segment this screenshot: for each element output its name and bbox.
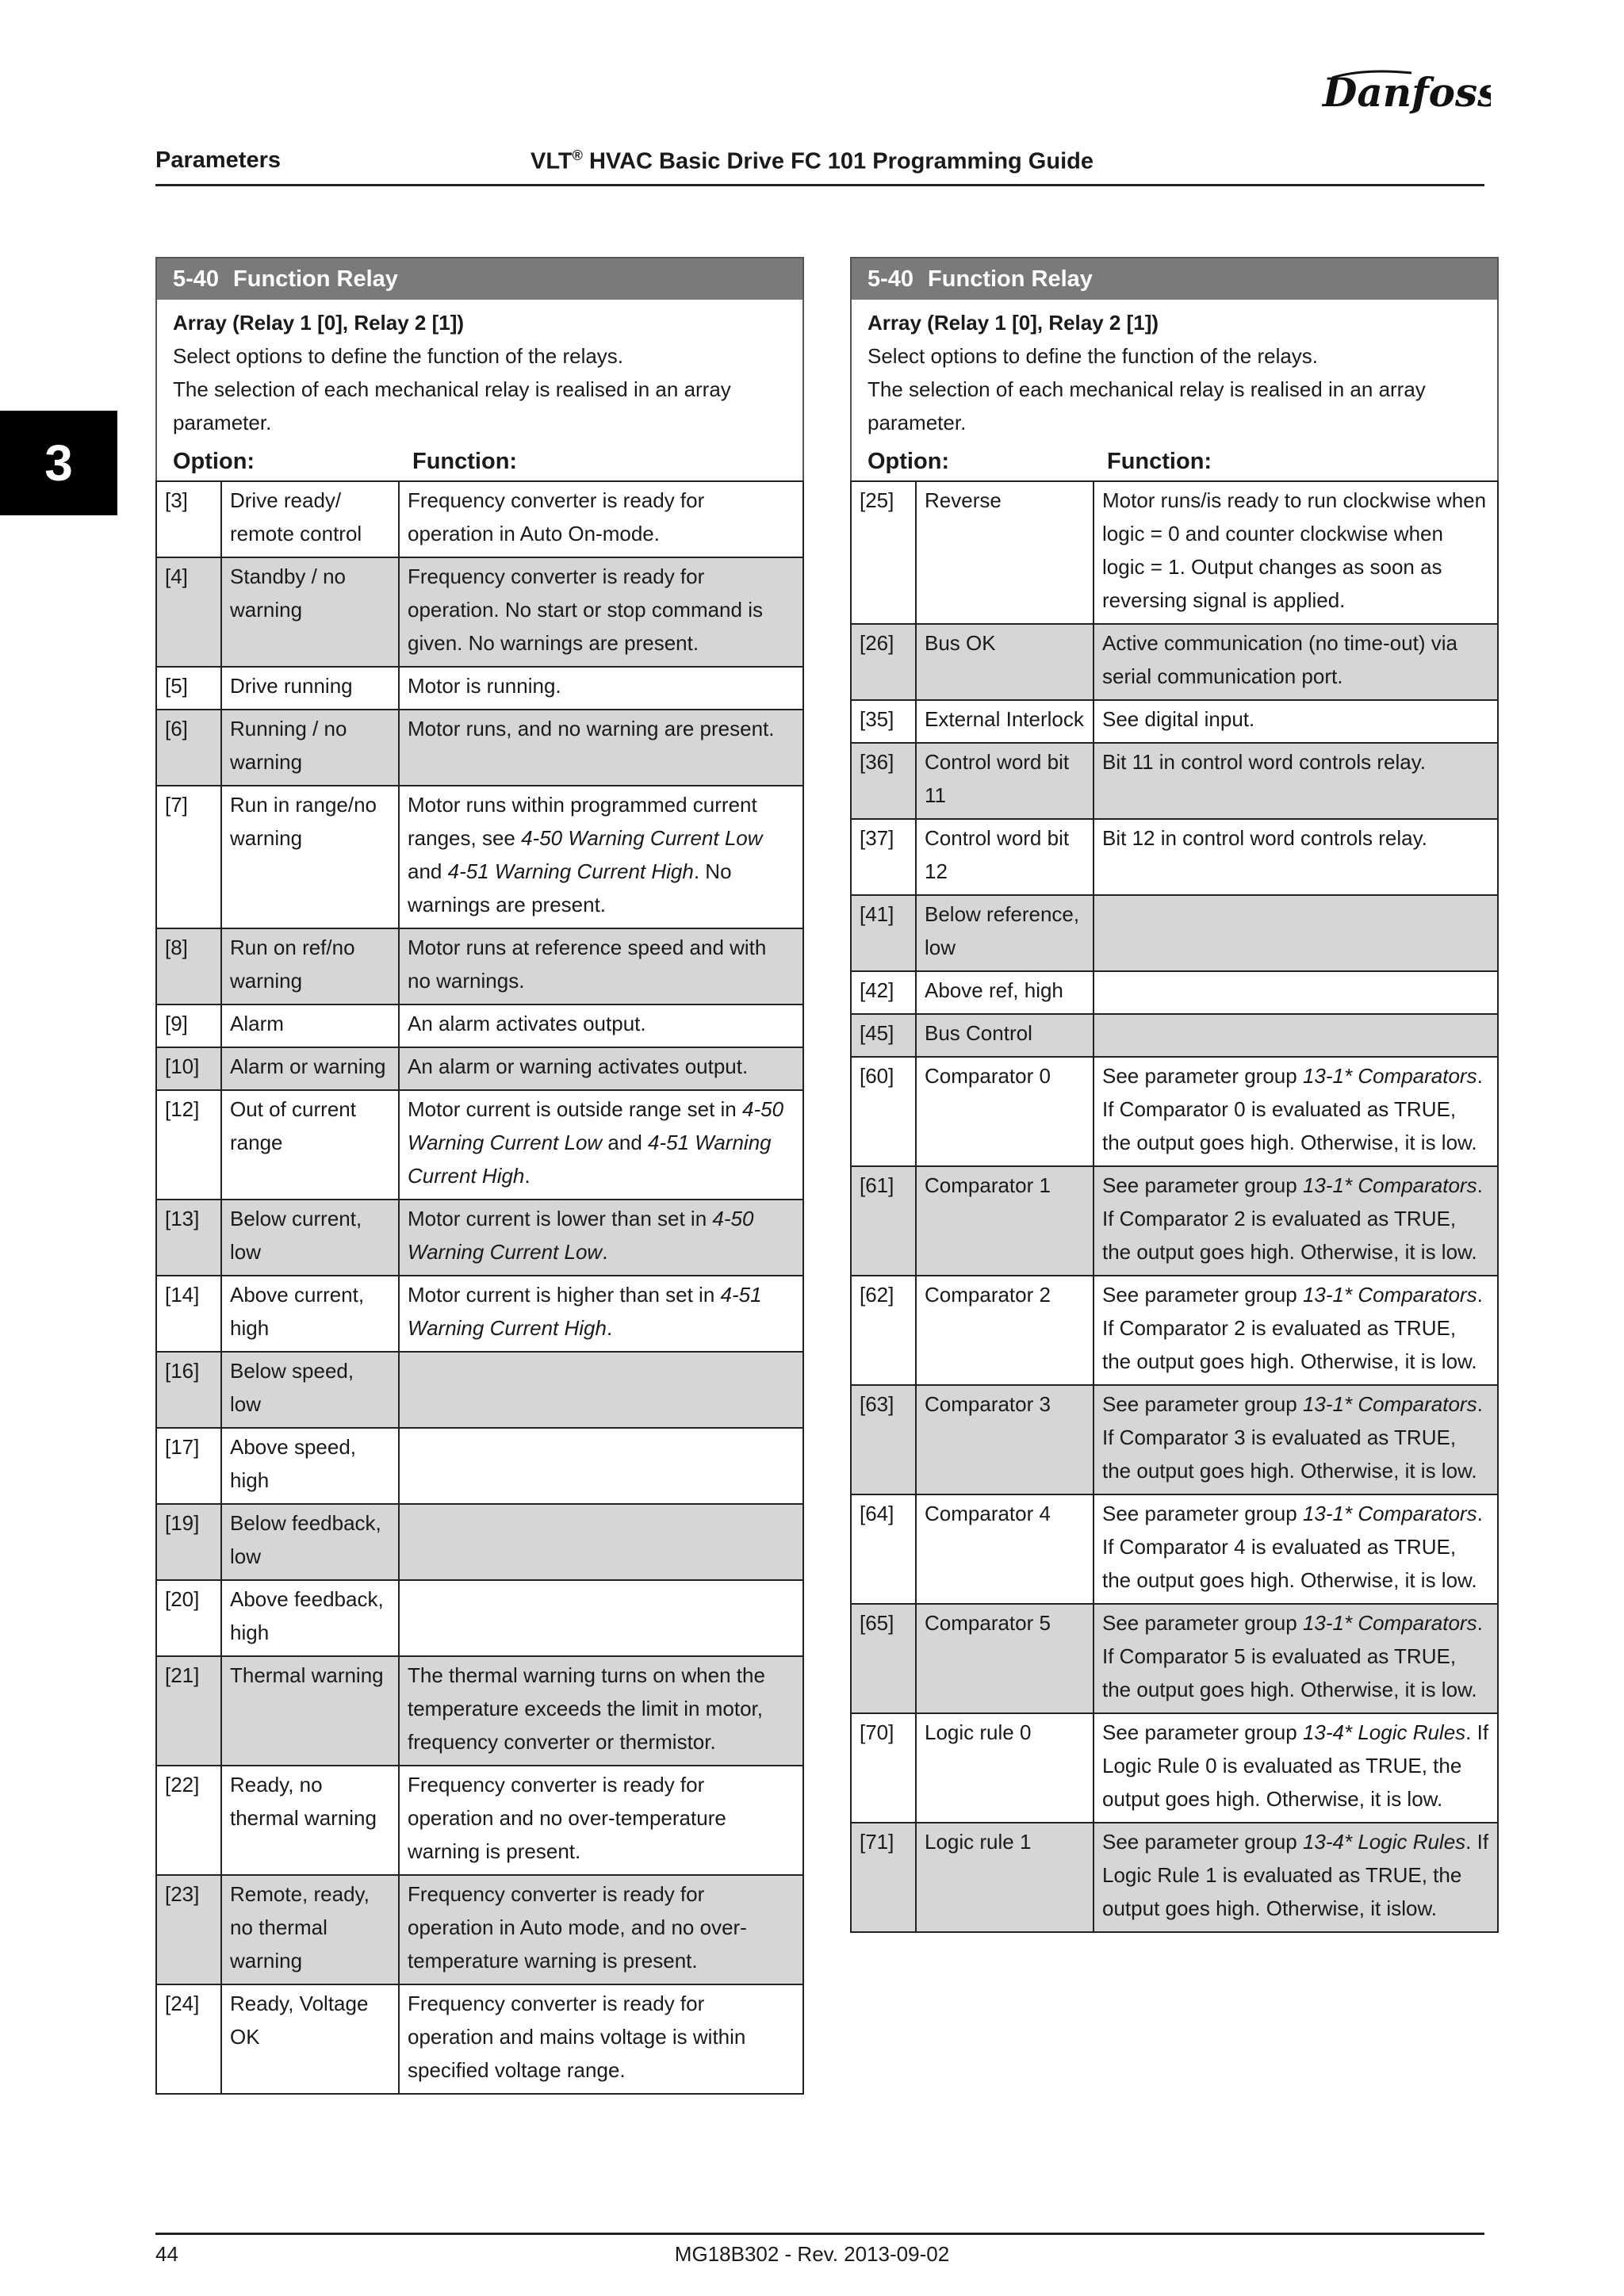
option-name: Below speed, low [221, 1352, 399, 1428]
option-name: Above feedback, high [221, 1580, 399, 1656]
option-name: Logic rule 0 [916, 1713, 1094, 1823]
option-name: Reverse [916, 481, 1094, 624]
table-row [851, 1604, 1498, 1713]
table-row [156, 1984, 803, 2094]
option-function: Bit 12 in control word controls relay. [1094, 819, 1498, 895]
option-code: [23] [156, 1875, 221, 1984]
function-relay-table-left [155, 257, 804, 2095]
option-code: [16] [156, 1352, 221, 1428]
option-function: Active communication (no time-out) via serial communication port. [1094, 624, 1498, 700]
option-function: Motor runs, and no warning are present. [399, 710, 803, 786]
option-function [1094, 1014, 1498, 1057]
table-row [851, 1494, 1498, 1604]
option-name: Comparator 2 [916, 1276, 1094, 1385]
option-code: [71] [851, 1823, 916, 1932]
table-row [156, 1004, 803, 1047]
option-function: Frequency converter is ready for operation in Auto On-mode. [399, 481, 803, 557]
option-function: Frequency converter is ready for operation and mains voltage is within specified voltage range. [399, 1984, 803, 2094]
table-row [156, 1428, 803, 1504]
table-row [156, 667, 803, 710]
chapter-tab: 3 [0, 411, 117, 515]
document-title: VLT® HVAC Basic Drive FC 101 Programming Guide [530, 147, 1094, 174]
option-name: Bus Control [916, 1014, 1094, 1057]
table-row [156, 1276, 803, 1352]
table-row [851, 971, 1498, 1014]
table-row [156, 786, 803, 928]
option-code: [9] [156, 1004, 221, 1047]
table-row [156, 557, 803, 667]
options-table [155, 480, 804, 2095]
header-divider [155, 184, 1484, 186]
option-function: Motor current is lower than set in 4-50 Warning Current Low. [399, 1200, 803, 1276]
option-code: [70] [851, 1713, 916, 1823]
option-code: [24] [156, 1984, 221, 2094]
table-intro [850, 300, 1499, 442]
table-row [156, 1047, 803, 1090]
option-name: Comparator 1 [916, 1166, 1094, 1276]
option-function [399, 1428, 803, 1504]
option-function [399, 1580, 803, 1656]
option-name: Comparator 0 [916, 1057, 1094, 1166]
function-relay-table-right [850, 257, 1499, 1933]
option-name: Standby / no warning [221, 557, 399, 667]
intro-text-1: Select options to define the function of the relays. [868, 344, 1319, 368]
table-row [851, 819, 1498, 895]
array-line: Array (Relay 1 [0], Relay 2 [1]) [173, 311, 465, 335]
table-row [156, 1090, 803, 1200]
option-function: See digital input. [1094, 700, 1498, 743]
option-name: Above ref, high [916, 971, 1094, 1014]
table-row [851, 624, 1498, 700]
page-number: 44 [155, 2242, 178, 2266]
option-code: [4] [156, 557, 221, 667]
function-heading: Function: [412, 449, 518, 474]
option-function: See parameter group 13-1* Comparators. If Comparator 4 is evaluated as TRUE, the output goes high. Otherwise, it is low. [1094, 1494, 1498, 1604]
option-name: Above current, high [221, 1276, 399, 1352]
option-function: Motor runs within programmed current ranges, see 4-50 Warning Current Low and 4-51 Warning Current High. No warnings are present. [399, 786, 803, 928]
table-row [156, 710, 803, 786]
section-name: Parameters [155, 147, 281, 173]
option-code: [63] [851, 1385, 916, 1494]
option-name: Ready, no thermal warning [221, 1766, 399, 1875]
intro-text-1: Select options to define the function of the relays. [173, 344, 624, 368]
option-code: [10] [156, 1047, 221, 1090]
option-code: [60] [851, 1057, 916, 1166]
table-row [851, 1276, 1498, 1385]
option-name: Drive ready/ remote control [221, 481, 399, 557]
option-function: See parameter group 13-1* Comparators. If Comparator 5 is evaluated as TRUE, the output goes high. Otherwise, it is low. [1094, 1604, 1498, 1713]
option-name: Thermal warning [221, 1656, 399, 1766]
option-function: See parameter group 13-1* Comparators. If Comparator 2 is evaluated as TRUE, the output goes high. Otherwise, it is low. [1094, 1276, 1498, 1385]
option-name: Out of current range [221, 1090, 399, 1200]
option-function [399, 1504, 803, 1580]
option-name: Running / no warning [221, 710, 399, 786]
option-code: [37] [851, 819, 916, 895]
table-row [851, 895, 1498, 971]
option-function: Motor current is outside range set in 4-50 Warning Current Low and 4-51 Warning Current High. [399, 1090, 803, 1200]
danfoss-logo [1316, 62, 1491, 125]
option-code: [5] [156, 667, 221, 710]
option-function: The thermal warning turns on when the temperature exceeds the limit in motor, frequency converter or thermistor. [399, 1656, 803, 1766]
option-name: Comparator 3 [916, 1385, 1094, 1494]
table-row [156, 481, 803, 557]
option-function: See parameter group 13-4* Logic Rules. If Logic Rule 0 is evaluated as TRUE, the output goes high. Otherwise, it is low. [1094, 1713, 1498, 1823]
table-title: 5-40 Function Relay [850, 257, 1499, 300]
intro-text-2: The selection of each mechanical relay is realised in an array parameter. [173, 377, 731, 434]
table-row [851, 1014, 1498, 1057]
option-code: [6] [156, 710, 221, 786]
table-row [156, 1656, 803, 1766]
table-row [156, 1580, 803, 1656]
option-function: See parameter group 13-1* Comparators. If Comparator 0 is evaluated as TRUE, the output goes high. Otherwise, it is low. [1094, 1057, 1498, 1166]
table-row [851, 481, 1498, 624]
option-code: [65] [851, 1604, 916, 1713]
table-row [156, 1766, 803, 1875]
option-code: [26] [851, 624, 916, 700]
table-row [851, 1166, 1498, 1276]
option-function: An alarm activates output. [399, 1004, 803, 1047]
option-code: [64] [851, 1494, 916, 1604]
option-name: Alarm or warning [221, 1047, 399, 1090]
option-code: [13] [156, 1200, 221, 1276]
option-code: [62] [851, 1276, 916, 1385]
option-name: Below reference, low [916, 895, 1094, 971]
footer-divider [155, 2233, 1484, 2235]
array-line: Array (Relay 1 [0], Relay 2 [1]) [868, 311, 1159, 335]
option-code: [7] [156, 786, 221, 928]
option-name: External Interlock [916, 700, 1094, 743]
intro-text-2: The selection of each mechanical relay is realised in an array parameter. [868, 377, 1426, 434]
option-code: [17] [156, 1428, 221, 1504]
option-function [1094, 971, 1498, 1014]
table-intro [155, 300, 804, 442]
option-function [1094, 895, 1498, 971]
option-function: Frequency converter is ready for operation. No start or stop command is given. No warnings are present. [399, 557, 803, 667]
column-headings [155, 442, 804, 480]
column-headings [850, 442, 1499, 480]
option-code: [42] [851, 971, 916, 1014]
option-function: Motor is running. [399, 667, 803, 710]
option-heading: Option: [868, 449, 950, 474]
function-heading: Function: [1107, 449, 1212, 474]
option-name: Control word bit 12 [916, 819, 1094, 895]
logo-text: Danfoss [1323, 69, 1491, 116]
table-row [156, 1200, 803, 1276]
option-code: [22] [156, 1766, 221, 1875]
table-row [851, 1713, 1498, 1823]
table-row [851, 743, 1498, 819]
option-code: [21] [156, 1656, 221, 1766]
table-row [851, 1823, 1498, 1932]
option-code: [36] [851, 743, 916, 819]
option-function: Bit 11 in control word controls relay. [1094, 743, 1498, 819]
table-title: 5-40 Function Relay [155, 257, 804, 300]
option-code: [14] [156, 1276, 221, 1352]
option-name: Comparator 4 [916, 1494, 1094, 1604]
option-function: Frequency converter is ready for operation in Auto mode, and no over-temperature warning is present. [399, 1875, 803, 1984]
option-code: [20] [156, 1580, 221, 1656]
option-name: Drive running [221, 667, 399, 710]
option-name: Logic rule 1 [916, 1823, 1094, 1932]
option-name: Bus OK [916, 624, 1094, 700]
option-name: Run in range/no warning [221, 786, 399, 928]
option-name: Above speed, high [221, 1428, 399, 1504]
option-function: Frequency converter is ready for operation and no over-temperature warning is present. [399, 1766, 803, 1875]
table-row [156, 1352, 803, 1428]
option-code: [41] [851, 895, 916, 971]
option-function: An alarm or warning activates output. [399, 1047, 803, 1090]
table-row [156, 1875, 803, 1984]
option-code: [61] [851, 1166, 916, 1276]
option-function: Motor runs/is ready to run clockwise when logic = 0 and counter clockwise when logic = 1. Output changes as soon as reversing signal is applied. [1094, 481, 1498, 624]
option-heading: Option: [173, 449, 255, 474]
table-row [851, 1057, 1498, 1166]
option-function: See parameter group 13-1* Comparators. If Comparator 3 is evaluated as TRUE, the output goes high. Otherwise, it is low. [1094, 1385, 1498, 1494]
option-name: Below feedback, low [221, 1504, 399, 1580]
option-code: [35] [851, 700, 916, 743]
option-name: Comparator 5 [916, 1604, 1094, 1713]
option-code: [3] [156, 481, 221, 557]
option-code: [25] [851, 481, 916, 624]
table-row [156, 928, 803, 1004]
options-table [850, 480, 1499, 1933]
option-name: Run on ref/no warning [221, 928, 399, 1004]
option-code: [12] [156, 1090, 221, 1200]
option-name: Control word bit 11 [916, 743, 1094, 819]
option-function: Motor runs at reference speed and with no warnings. [399, 928, 803, 1004]
table-row [851, 1385, 1498, 1494]
option-code: [19] [156, 1504, 221, 1580]
option-name: Alarm [221, 1004, 399, 1047]
option-code: [45] [851, 1014, 916, 1057]
option-function: Motor current is higher than set in 4-51 Warning Current High. [399, 1276, 803, 1352]
document-id: MG18B302 - Rev. 2013-09-02 [674, 2242, 950, 2266]
option-function: See parameter group 13-1* Comparators. If Comparator 2 is evaluated as TRUE, the output goes high. Otherwise, it is low. [1094, 1166, 1498, 1276]
option-function: See parameter group 13-4* Logic Rules. If Logic Rule 1 is evaluated as TRUE, the output goes high. Otherwise, it islow. [1094, 1823, 1498, 1932]
option-name: Below current, low [221, 1200, 399, 1276]
option-code: [8] [156, 928, 221, 1004]
option-name: Ready, Voltage OK [221, 1984, 399, 2094]
option-name: Remote, ready, no thermal warning [221, 1875, 399, 1984]
table-row [156, 1504, 803, 1580]
option-function [399, 1352, 803, 1428]
table-row [851, 700, 1498, 743]
